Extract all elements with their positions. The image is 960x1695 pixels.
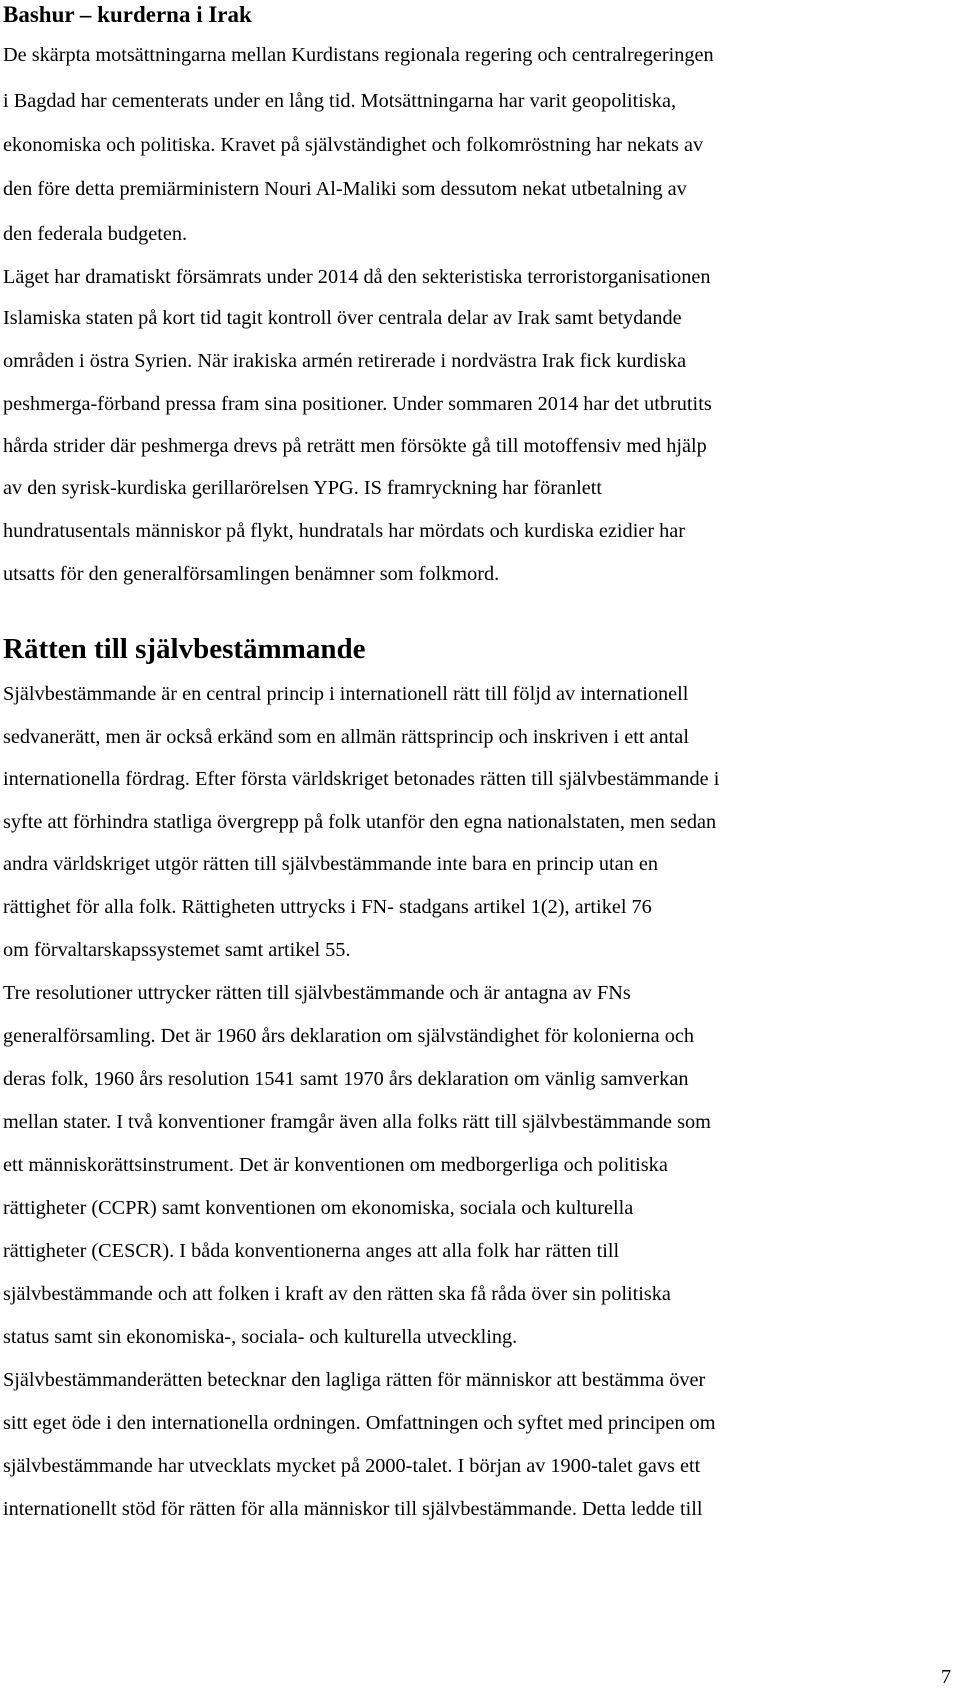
text-line: rättighet för alla folk. Rättigheten uttrycks i FN- stadgans artikel 1(2), artikel 76 [3,896,652,918]
text-line: generalförsamling. Det är 1960 års deklaration om självständighet för kolonierna och [3,1025,695,1047]
text-line: Tre resolutioner uttrycker rätten till självbestämmande och är antagna av FNs [3,982,631,1004]
text-line: Islamiska staten på kort tid tagit kontroll över centrala delar av Irak samt betydande [3,307,682,329]
text-line: områden i östra Syrien. När irakiska armén retirerade i nordvästra Irak fick kurdiska [3,350,687,372]
text-line: hundratusentals människor på flykt, hundratals har mördats och kurdiska ezidier har [3,520,686,542]
text-line: självbestämmande och att folken i kraft av den rätten ska få råda över sin politiska [3,1283,671,1305]
text-line: den federala budgeten. [3,223,188,245]
text-line: den före detta premiärministern Nouri Al-Maliki som dessutom nekat utbetalning av [3,178,687,200]
text-line: internationellt stöd för rätten för alla människor till självbestämmande. Detta ledde till [3,1498,703,1520]
section-heading-ratten: Rätten till självbestämmande [3,633,366,665]
text-line: utsatts för den generalförsamlingen benämner som folkmord. [3,563,500,585]
text-line: Läget har dramatiskt försämrats under 2014 då den sekteristiska terroristorganisationen [3,266,711,288]
text-line: hårda strider där peshmerga drevs på reträtt men försökte gå till motoffensiv med hjälp [3,435,707,457]
text-line: av den syrisk-kurdiska gerillarörelsen YPG. IS framryckning har föranlett [3,477,603,499]
text-line: Självbestämmande är en central princip i internationell rätt till följd av internationell [3,683,689,705]
text-line: sitt eget öde i den internationella ordningen. Omfattningen och syftet med principen om [3,1412,716,1434]
text-line: ekonomiska och politiska. Kravet på självständighet och folkomröstning har nekats av [3,134,704,156]
text-line: om förvaltarskapssystemet samt artikel 55. [3,939,351,961]
text-line: syfte att förhindra statliga övergrepp på folk utanför den egna nationalstaten, men sedan [3,811,717,833]
text-line: peshmerga-förband pressa fram sina positioner. Under sommaren 2014 har det utbrutits [3,393,712,415]
text-line: sedvanerätt, men är också erkänd som en allmän rättsprincip och inskriven i ett antal [3,726,689,748]
text-line: De skärpta motsättningarna mellan Kurdistans regionala regering och centralregeringen [3,44,714,66]
text-line: rättigheter (CCPR) samt konventionen om ekonomiska, sociala och kulturella [3,1197,634,1219]
section-heading-bashur: Bashur – kurderna i Irak [3,2,252,27]
text-line: deras folk, 1960 års resolution 1541 samt 1970 års deklaration om vänlig samverkan [3,1068,689,1090]
text-line: ett människorättsinstrument. Det är konventionen om medborgerliga och politiska [3,1154,668,1176]
text-line: andra världskriget utgör rätten till självbestämmande inte bara en princip utan en [3,853,658,875]
text-line: självbestämmande har utvecklats mycket på 2000-talet. I början av 1900-talet gavs ett [3,1455,701,1477]
text-line: i Bagdad har cementerats under en lång tid. Motsättningarna har varit geopolitiska, [3,90,677,112]
text-line: rättigheter (CESCR). I båda konventionerna anges att alla folk har rätten till [3,1240,620,1262]
text-line: internationella fördrag. Efter första världskriget betonades rätten till självbestämmande i [3,768,720,790]
page-number: 7 [941,1666,952,1688]
text-line: mellan stater. I två konventioner framgår även alla folks rätt till självbestämmande som [3,1111,711,1133]
text-line: status samt sin ekonomiska-, sociala- och kulturella utveckling. [3,1326,518,1348]
text-line: Självbestämmanderätten betecknar den lagliga rätten för människor att bestämma över [3,1369,706,1391]
